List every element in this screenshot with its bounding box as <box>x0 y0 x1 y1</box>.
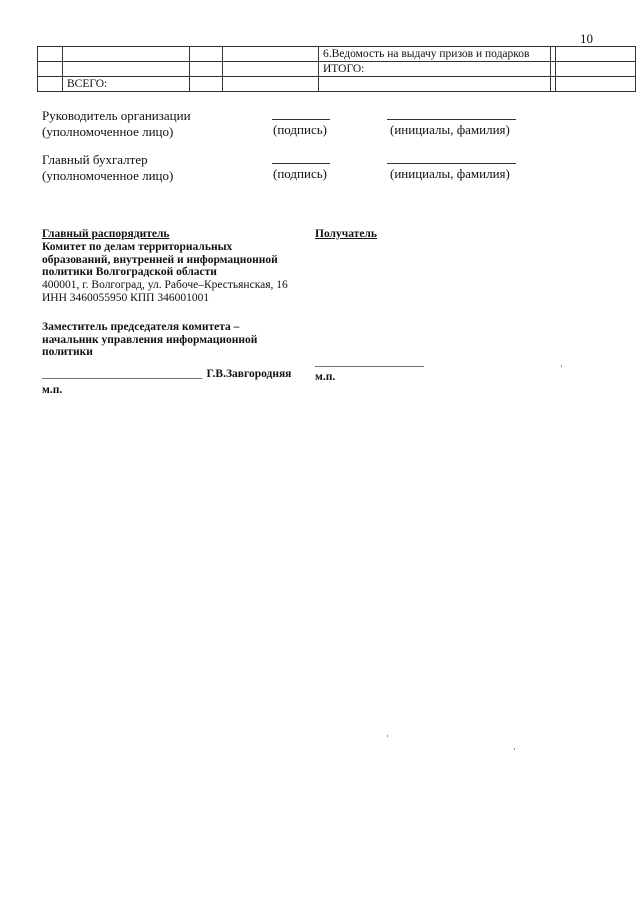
left-party-position-line1: Заместитель председателя комитета – <box>42 320 240 333</box>
left-party-org-line3: политики Волгоградской области <box>42 266 217 279</box>
table-cell <box>38 62 63 77</box>
table-cell: 6.Ведомость на выдачу призов и подарков <box>319 47 551 62</box>
right-party-block <box>315 228 377 241</box>
right-party-heading: Получатель <box>315 228 377 240</box>
left-party-signature-row <box>42 368 291 380</box>
table-cell <box>190 62 223 77</box>
left-party-inn-kpp: ИНН 3460055950 КПП 346001001 <box>42 291 210 304</box>
accountant-name-line <box>387 163 516 164</box>
page-number: 10 <box>580 31 593 46</box>
table-cell <box>38 47 63 62</box>
left-party-position-line3: политики <box>42 346 93 359</box>
director-signature-caption: (подпись) <box>273 122 327 137</box>
table-cell <box>319 77 551 92</box>
left-party-heading: Главный распорядитель <box>42 228 170 240</box>
accountant-signature-line <box>272 163 330 164</box>
director-subtitle: (уполномоченное лицо) <box>42 124 174 139</box>
table-cell <box>556 77 636 92</box>
table-row <box>38 47 636 62</box>
table-row <box>38 62 636 77</box>
table-cell <box>63 62 190 77</box>
table-cell: ВСЕГО: <box>63 77 190 92</box>
table-cell: ИТОГО: <box>319 62 551 77</box>
left-party-org-line2: образований, внутренней и информационной <box>42 253 278 266</box>
left-party-address: 400001, г. Волгоград, ул. Рабоче–Крестьянская, 16 <box>42 279 288 292</box>
table-cell <box>556 47 636 62</box>
director-signature-line <box>272 119 330 120</box>
table-row <box>38 77 636 92</box>
table-cell <box>223 62 319 77</box>
summary-table <box>37 46 636 92</box>
director-title: Руководитель организации <box>42 108 191 123</box>
signature-block-director <box>42 108 191 140</box>
right-party-signature-line: _____________________ <box>315 356 424 368</box>
accountant-subtitle: (уполномоченное лицо) <box>42 168 174 183</box>
director-name-line <box>387 119 516 120</box>
left-party-stamp: м.п. <box>42 384 63 396</box>
left-party-position-line2: начальник управления информационной <box>42 333 258 346</box>
signature-block-accountant <box>42 152 173 184</box>
table-cell <box>63 47 190 62</box>
left-party-signature-line: _______________________________ <box>42 368 202 380</box>
director-name-caption: (инициалы, фамилия) <box>390 122 510 137</box>
table-cell <box>223 77 319 92</box>
signer-name: Г.В.Завгородняя <box>206 368 292 380</box>
accountant-signature-caption: (подпись) <box>273 166 327 181</box>
table-cell <box>190 47 223 62</box>
accountant-title: Главный бухгалтер <box>42 152 148 167</box>
left-party-block <box>42 228 312 359</box>
left-party-org-line1: Комитет по делам территориальных <box>42 240 233 253</box>
scan-speck <box>561 365 562 367</box>
table-cell <box>223 47 319 62</box>
table-cell <box>556 62 636 77</box>
scan-speck <box>514 748 515 750</box>
table-cell <box>38 77 63 92</box>
right-party-stamp: м.п. <box>315 371 336 383</box>
table-cell <box>190 77 223 92</box>
accountant-name-caption: (инициалы, фамилия) <box>390 166 510 181</box>
scan-speck <box>387 735 388 737</box>
